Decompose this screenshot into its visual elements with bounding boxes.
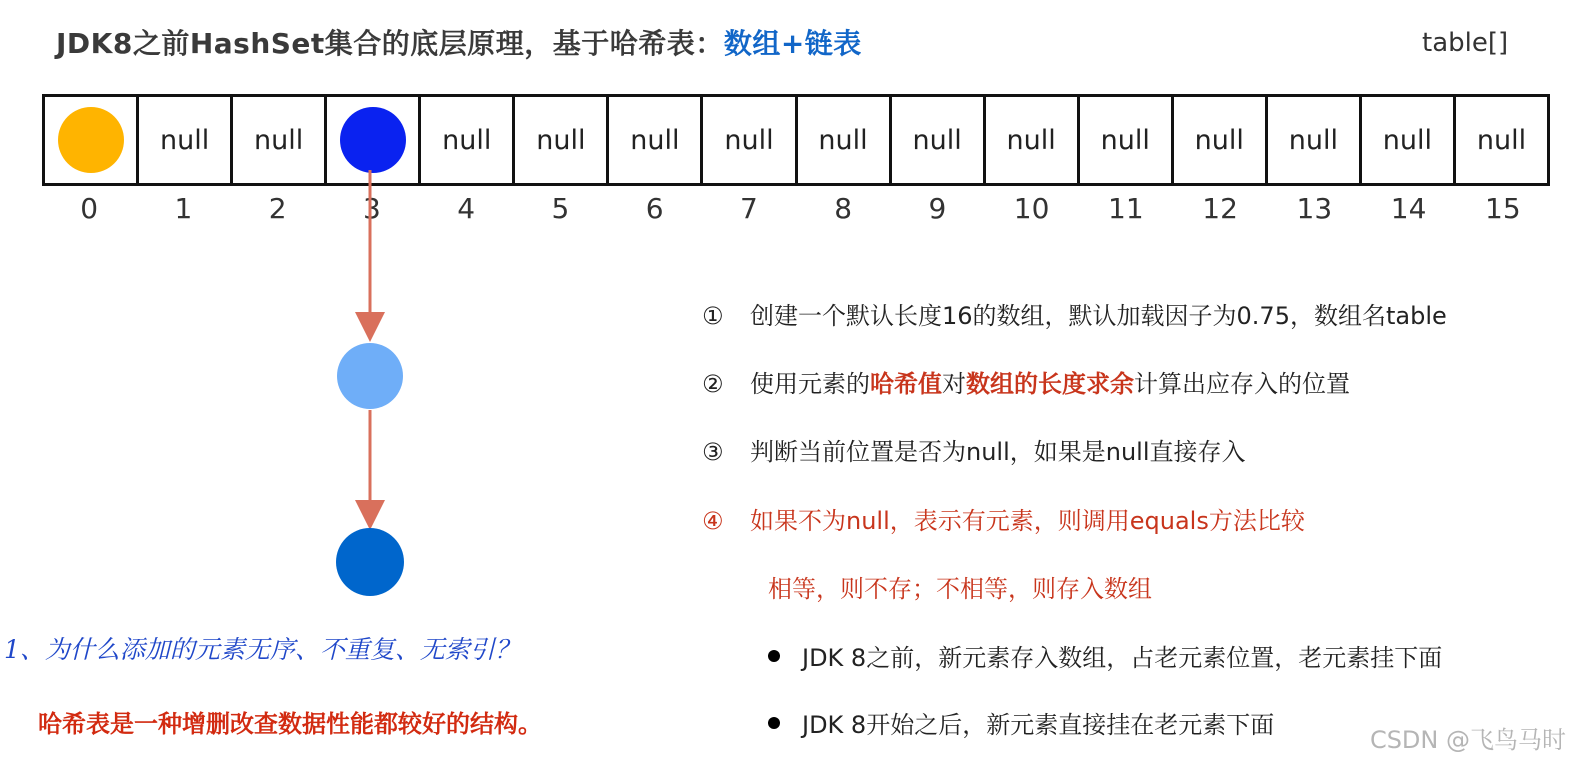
step-number: ④ <box>702 507 724 535</box>
array-index: 10 <box>1013 192 1050 225</box>
array-cell-7: null <box>703 97 797 183</box>
array-index: 7 <box>739 192 758 225</box>
array-cell-4: null <box>421 97 515 183</box>
step-highlight-hash: 哈希值 <box>870 370 942 398</box>
array-index: 3 <box>362 192 381 225</box>
table-array-label: table[] <box>1422 28 1509 58</box>
step-text: 如果不为null，表示有元素，则调用equals方法比较 <box>750 507 1305 535</box>
array-cell-10: null <box>986 97 1080 183</box>
array-cell-14: null <box>1362 97 1456 183</box>
step-text: 判断当前位置是否为null，如果是null直接存入 <box>750 438 1246 466</box>
array-cell-11: null <box>1080 97 1174 183</box>
array-index: 9 <box>928 192 947 225</box>
array-index: 13 <box>1296 192 1333 225</box>
bullet-text: JDK 8开始之后，新元素直接挂在老元素下面 <box>802 711 1275 739</box>
bullet-dot-icon <box>768 650 780 662</box>
bullet-dot-icon <box>768 717 780 729</box>
array-cell-15: null <box>1456 97 1550 183</box>
array-index: 1 <box>174 192 193 225</box>
array-index: 14 <box>1390 192 1427 225</box>
array-cell-8: null <box>798 97 892 183</box>
step-4-detail: 相等，则不存；不相等，则存入数组 <box>768 575 1152 603</box>
chain-node-1 <box>337 343 403 409</box>
array-index: 5 <box>551 192 570 225</box>
step-number: ③ <box>702 438 724 466</box>
bullet-jdk8-after <box>768 705 1274 740</box>
array-index: 4 <box>457 192 476 225</box>
answer-text: 哈希表是一种增删改查数据性能都较好的结构。 <box>38 710 542 738</box>
step-text: 创建一个默认长度16的数组，默认加载因子为0.75，数组名table <box>750 302 1447 330</box>
step-text: 计算出应存入的位置 <box>1134 370 1350 398</box>
array-index: 2 <box>268 192 287 225</box>
step-number: ② <box>702 370 724 398</box>
array-index: 0 <box>80 192 99 225</box>
array-cell-9: null <box>892 97 986 183</box>
array-index: 12 <box>1202 192 1238 225</box>
array-cell-13: null <box>1268 97 1362 183</box>
array-cell-2: null <box>233 97 327 183</box>
array-index: 8 <box>834 192 853 225</box>
step-highlight-mod: 数组的长度求余 <box>966 370 1134 398</box>
array-index: 11 <box>1108 192 1144 225</box>
array-index: 15 <box>1485 192 1521 225</box>
array-cell-6: null <box>609 97 703 183</box>
bullet-jdk8-before <box>768 638 1442 673</box>
step-number: ① <box>702 302 724 330</box>
bullet-text: JDK 8之前，新元素存入数组，占老元素位置，老元素挂下面 <box>802 644 1443 672</box>
step-3 <box>702 432 1246 467</box>
array-cell-5: null <box>515 97 609 183</box>
chain-node-2 <box>336 528 404 596</box>
step-text: 使用元素的 <box>750 370 870 398</box>
array-index: 6 <box>645 192 664 225</box>
step-2 <box>702 364 1350 399</box>
array-cell-12: null <box>1174 97 1268 183</box>
step-text: 对 <box>942 370 966 398</box>
watermark: CSDN @飞鸟马时 <box>1369 726 1566 754</box>
step-4 <box>702 501 1305 536</box>
array-cell-1: null <box>139 97 233 183</box>
step-1 <box>702 296 1447 331</box>
handwritten-question: 1、为什么添加的元素无序、不重复、无索引？ <box>4 635 520 664</box>
title-highlight: 数组+链表 <box>723 27 862 60</box>
title-prefix: JDK8之前HashSet集合的底层原理，基于哈希表： <box>56 27 724 60</box>
